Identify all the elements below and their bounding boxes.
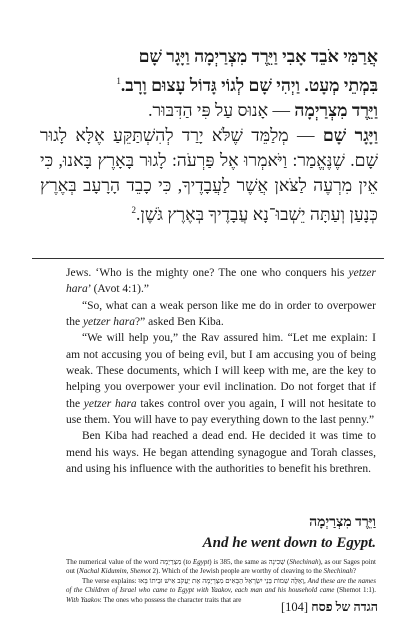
text-span: (Shemot 1:1).: [334, 586, 376, 595]
section-heading-hebrew: וַיֵּרֶד מִצְרַיְמָה: [309, 515, 376, 530]
text-span: (: [285, 558, 290, 566]
italic-term: yetzer hara: [66, 267, 376, 296]
section-divider: [32, 258, 384, 259]
hebrew-paragraph-2-text: — מְלַמֵּד שֶׁלֹּא יָרַד לְהִשְׁתַּקֵּעַ אֶלָּא לָגוּר שָׁם. שֶׁנֶּאֱמַר: וַיֹּאמְרוּ אֶל פַּרְעֹה: לָגוּר בָּאָרֶץ בָּאנוּ, כִּי אֵין מִרְעֶה לַצֹּאן אֲשֶׁר לַעֲבָדֶיךָ, כִּי כָבֵד הָרָעָב בְּאֶרֶץ כְּנָעַן וְעַתָּה יֵשְׁבוּ־נָא עֲבָדֶיךָ בְּאֶרֶץ גֹּשֶׁן.: [40, 124, 378, 224]
section-heading-english: And he went down to Egypt.: [202, 535, 376, 551]
footnote-marker-2: 2: [131, 204, 137, 215]
commentary-paragraph-1: [66, 558, 376, 577]
text-span: ,: [304, 576, 308, 585]
italic-term: And these are the names of the Children of Israel who came to Egypt with Yaakov, each man and his household came: [66, 576, 376, 595]
italic-term: With Yaakov.: [66, 595, 102, 604]
page-footer: [40, 600, 378, 615]
italic-term: to Egypt: [185, 558, 210, 566]
text-span: ?” asked Ben Kiba.: [135, 315, 224, 328]
italic-term: Nachal Kidumim, Shemot: [79, 567, 151, 576]
text-span: “We will help you,” the Rav assured him. “Let me explain: I am not accusing you of being evil, but I am accusing you of being weak. These documents, which I will keep with me, are the key to helping you overpower your evil inclination. Do not forget that if the: [66, 332, 376, 410]
text-span: ’ (Avot 4:1).”: [87, 283, 149, 296]
text-span: The verse explains:: [82, 576, 139, 585]
story-paragraph-3: [66, 330, 376, 428]
hebrew-line-2: [40, 69, 378, 98]
page-number: [104]: [281, 600, 309, 614]
commentary-text: [66, 558, 376, 605]
italic-term: yetzer hara: [83, 397, 137, 410]
hebrew-verse: וְאֵלֶּה שְׁמוֹת בְּנֵי יִשְׂרָאֵל הַבָּאִים מִצְרָיְמָה אֵת יַעֲקֹב אִישׁ וּבֵיתוֹ בָּאוּ: [138, 576, 304, 585]
hebrew-line-3: [40, 98, 378, 123]
story-continuation: [66, 265, 376, 477]
text-span: The numerical value of the word: [66, 558, 161, 566]
text-span: The ones who possess the character traits that are: [101, 595, 242, 604]
text-span: takes control over you again, I will not hesitate to use them. You will have to pay everything down to the last penny.”: [66, 397, 376, 426]
hebrew-word: מִצְרַיְמָה: [160, 558, 182, 566]
story-paragraph-4: Ben Kiba had reached a dead end. He decided it was time to mend his ways. He began attending synagogue and Torah classes, and using his influence with the authorities to benefit his brethren.: [66, 430, 376, 475]
hebrew-line-3-text: — אָנוּס עַל פִּי הַדִּבּוּר.: [148, 99, 295, 120]
hebrew-line-3-heading: וַיֵּרֶד מִצְרַיְמָה: [294, 99, 378, 120]
text-span: “So, what can a weak person like me do in order to overpower the: [66, 299, 376, 328]
italic-term: Shechinah: [289, 558, 319, 566]
hebrew-paragraph-2-heading: וַיָּגָר שָׁם: [322, 124, 379, 145]
italic-term: Shechinah: [323, 567, 353, 576]
section-heading: [66, 513, 376, 553]
text-span: 2). Which of the Jewish people are worthy of cleaving to the: [150, 567, 324, 576]
hebrew-word: שְׁכִינָה: [268, 558, 286, 566]
text-span: (: [181, 558, 186, 566]
text-span: ?: [352, 567, 356, 576]
italic-term: yetzer hara: [82, 315, 135, 328]
text-span: ), as our Sages point out (: [66, 558, 376, 576]
hebrew-paragraph-2: [40, 123, 378, 227]
hebrew-line-2-text: בִּמְתֵי מְעָט. וַיְהִי שָׁם לְגוֹי גָּדוֹל עָצוּם וָרָב.: [120, 74, 378, 95]
text-span: Jews. ‘Who is the mighty one? The one who conquers his: [66, 267, 349, 279]
story-paragraph-2: [66, 298, 376, 331]
hebrew-line-1: אֲרַמִּי אֹבֵד אָבִי וַיֵּרֶד מִצְרַיְמָה וַיָּגָר שָׁם: [138, 46, 378, 66]
book-title: הגדה של פסח: [311, 600, 378, 614]
hebrew-haggadah-text: [40, 44, 378, 227]
footnote-marker-1: 1: [116, 76, 121, 86]
text-span: ) is 385, the same as: [209, 558, 269, 566]
story-paragraph-1: [66, 265, 376, 298]
